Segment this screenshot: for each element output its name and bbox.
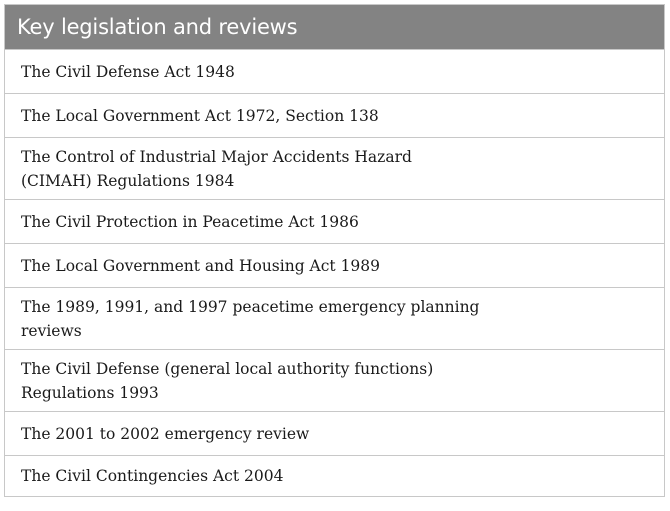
table-row: The Civil Protection in Peacetime Act 1986	[5, 199, 664, 243]
table-row: The Civil Defense Act 1948	[5, 49, 664, 93]
table-row: The Civil Defense (general local authority functions) Regulations 1993	[5, 349, 664, 411]
table-row: The 1989, 1991, and 1997 peacetime emergency planning reviews	[5, 287, 664, 349]
legislation-table	[4, 4, 665, 497]
table-row: The Local Government and Housing Act 1989	[5, 243, 664, 287]
table-row: The 2001 to 2002 emergency review	[5, 411, 664, 455]
table-row: The Civil Contingencies Act 2004	[5, 455, 664, 496]
table-header: Key legislation and reviews	[5, 5, 664, 49]
table-row: The Local Government Act 1972, Section 138	[5, 93, 664, 137]
table-row: The Control of Industrial Major Accidents Hazard (CIMAH) Regulations 1984	[5, 137, 664, 199]
